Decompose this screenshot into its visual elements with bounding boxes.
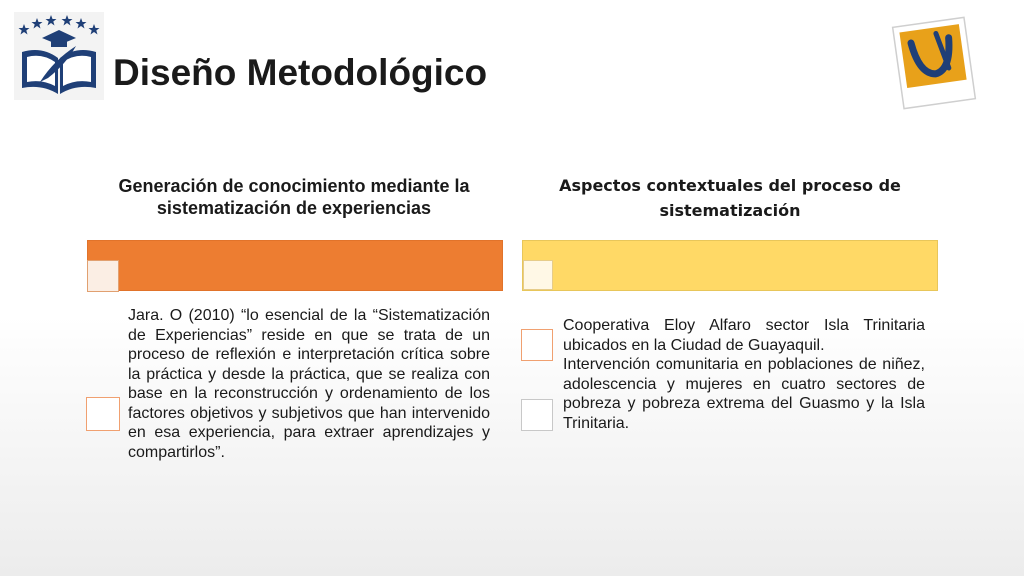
university-logo-icon xyxy=(14,12,104,100)
right-header-bar xyxy=(522,240,938,291)
right-bullet-square-1 xyxy=(521,329,553,361)
right-bar-square xyxy=(523,260,553,290)
left-header-bar xyxy=(87,240,503,291)
left-bullet-square xyxy=(86,397,120,431)
left-body-text: Jara. O (2010) “lo esencial de la “Sistematización de Experiencias” reside en que se trata de un proceso de reflexión e interpretación crítica sobre la práctica y desde la práctica, que se realiza con base en la reconstrucción y ordenamiento de los factores objetivos y subjetivos que han intervenido en esa experiencia, para extraer aprendizajes y compartirlos”. xyxy=(128,307,490,461)
right-bullet-square-2 xyxy=(521,399,553,431)
left-bar-square xyxy=(87,260,119,292)
right-column-heading: Aspectos contextuales del proceso de sistematización xyxy=(559,176,901,220)
left-column-heading: Generación de conocimiento mediante la sistematización de experiencias xyxy=(118,176,470,218)
right-item-1: Cooperativa Eloy Alfaro sector Isla Trinitaria ubicados en la Ciudad de Guayaquil. xyxy=(563,317,925,354)
right-item-2: Intervención comunitaria en poblaciones de niñez, adolescencia y mujeres en cuatro sectores de pobreza y pobreza extrema del Guasmo y la Isla Trinitaria. xyxy=(563,356,925,432)
u-logo-icon xyxy=(888,14,980,112)
right-column-body xyxy=(563,316,925,433)
left-column-body xyxy=(128,306,490,462)
slide-title: Diseño Metodológico xyxy=(113,52,488,93)
